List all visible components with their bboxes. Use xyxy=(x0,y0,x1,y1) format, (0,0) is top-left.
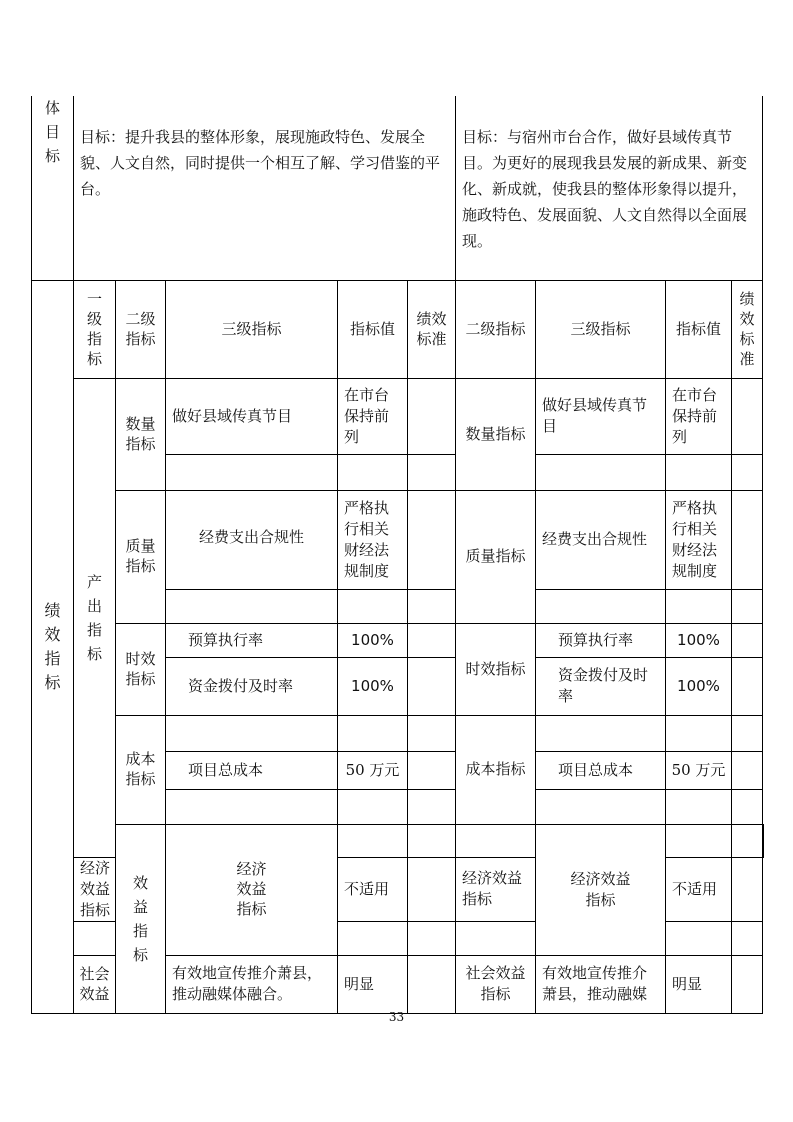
quantity-l3-right: 做好县域传真节目 xyxy=(536,378,666,454)
quantity-standard-left xyxy=(408,378,456,454)
economic-value-left: 不适用 xyxy=(338,857,408,921)
economic-l3-left: 经济效益指标 xyxy=(74,857,116,921)
social-l2-right: 社会效益指标 xyxy=(456,955,536,1013)
quality-standard-right xyxy=(732,490,763,589)
table-row xyxy=(32,490,764,589)
economic-l2-left: 经济效益指标 xyxy=(166,824,338,955)
performance-goal-table xyxy=(31,96,764,1014)
economic-l2-right: 经济效益指标 xyxy=(536,824,666,955)
perf-label-cell xyxy=(32,280,74,1013)
header-level2-right: 二级指标 xyxy=(456,280,536,378)
cost-value-left: 50 万元 xyxy=(338,751,408,789)
header-value-left: 指标值 xyxy=(338,280,408,378)
header-value-right: 指标值 xyxy=(666,280,732,378)
social-value-right: 明显 xyxy=(666,955,732,1013)
goal-right-text: 目标：与宿州市台合作，做好县域传真节目。为更好的展现我县发展的新成果、新变化、新成就，使我县的整体形象得以提升，施政特色、发展面貌、人文自然得以全面展现。 xyxy=(456,96,763,280)
goal-left-text: 目标：提升我县的整体形象，展现施政特色、发展全貌、人文自然，同时提供一个相互了解、学习借鉴的平台。 xyxy=(74,96,456,280)
quality-value-right: 严格执行相关财经法规制度 xyxy=(666,490,732,589)
cost-value-right: 50 万元 xyxy=(666,751,732,789)
benefit-label-cell xyxy=(116,824,166,1013)
header-standard-right: 绩效标准 xyxy=(732,280,763,378)
page-number: 33 xyxy=(388,1010,405,1024)
cost-l3-right: 项目总成本 xyxy=(536,751,666,789)
goal-label-cell xyxy=(32,96,74,280)
output-label-cell xyxy=(74,378,116,857)
social-l3-left: 有效地宣传推介萧县，推动融媒体融合。 xyxy=(166,955,338,1013)
header-level3-left: 三级指标 xyxy=(166,280,338,378)
quality-l3-right: 经费支出合规性 xyxy=(536,490,666,589)
header-level3-right: 三级指标 xyxy=(536,280,666,378)
quality-l3-left: 经费支出合规性 xyxy=(166,490,338,589)
table-row xyxy=(32,378,764,454)
social-l3-right: 有效地宣传推介萧县，推动融媒 xyxy=(536,955,666,1013)
output-label: 产出指标 xyxy=(86,572,102,663)
timeliness-value-left-1: 100% xyxy=(338,623,408,657)
timeliness-l3-left-1: 预算执行率 xyxy=(166,623,338,657)
economic-value-right: 不适用 xyxy=(666,857,732,921)
social-l2-left: 社会效益 xyxy=(74,955,116,1013)
timeliness-value-right-1: 100% xyxy=(666,623,732,657)
economic-l3-right: 经济效益指标 xyxy=(456,857,536,921)
timeliness-l3-left-2: 资金拨付及时率 xyxy=(166,657,338,715)
social-value-left: 明显 xyxy=(338,955,408,1013)
quality-value-left: 严格执行相关财经法规制度 xyxy=(338,490,408,589)
perf-label: 绩效指标 xyxy=(44,600,61,692)
quality-standard-left xyxy=(408,490,456,589)
timeliness-value-right-2: 100% xyxy=(666,657,732,715)
timeliness-value-left-2: 100% xyxy=(338,657,408,715)
quality-l2-right: 质量指标 xyxy=(456,490,536,623)
cost-l2-right: 成本指标 xyxy=(456,715,536,824)
table-row xyxy=(32,623,764,657)
timeliness-l2-right: 时效指标 xyxy=(456,623,536,715)
header-row xyxy=(32,280,764,378)
timeliness-l3-right-2: 资金拨付及时率 xyxy=(536,657,666,715)
quantity-value-left: 在市台保持前列 xyxy=(338,378,408,454)
table-row xyxy=(32,715,764,751)
header-level2-left: 二级指标 xyxy=(116,280,166,378)
timeliness-l2-left: 时效指标 xyxy=(116,623,166,715)
quantity-value-right: 在市台保持前列 xyxy=(666,378,732,454)
quantity-l2-left: 数量指标 xyxy=(116,378,166,490)
header-standard-left: 绩效标准 xyxy=(408,280,456,378)
quantity-l2-right: 数量指标 xyxy=(456,378,536,490)
table-row xyxy=(32,824,764,857)
timeliness-l3-right-1: 预算执行率 xyxy=(536,623,666,657)
header-level1: 一级指标 xyxy=(74,280,116,378)
cost-l3-left: 项目总成本 xyxy=(166,751,338,789)
quality-l2-left: 质量指标 xyxy=(116,490,166,623)
cost-l2-left: 成本指标 xyxy=(116,715,166,824)
quantity-standard-right xyxy=(732,378,763,454)
goal-label: 体目标 xyxy=(44,99,60,165)
benefit-label: 效益指标 xyxy=(132,873,148,964)
quantity-l3-left: 做好县域传真节目 xyxy=(166,378,338,454)
goal-row xyxy=(32,96,764,280)
